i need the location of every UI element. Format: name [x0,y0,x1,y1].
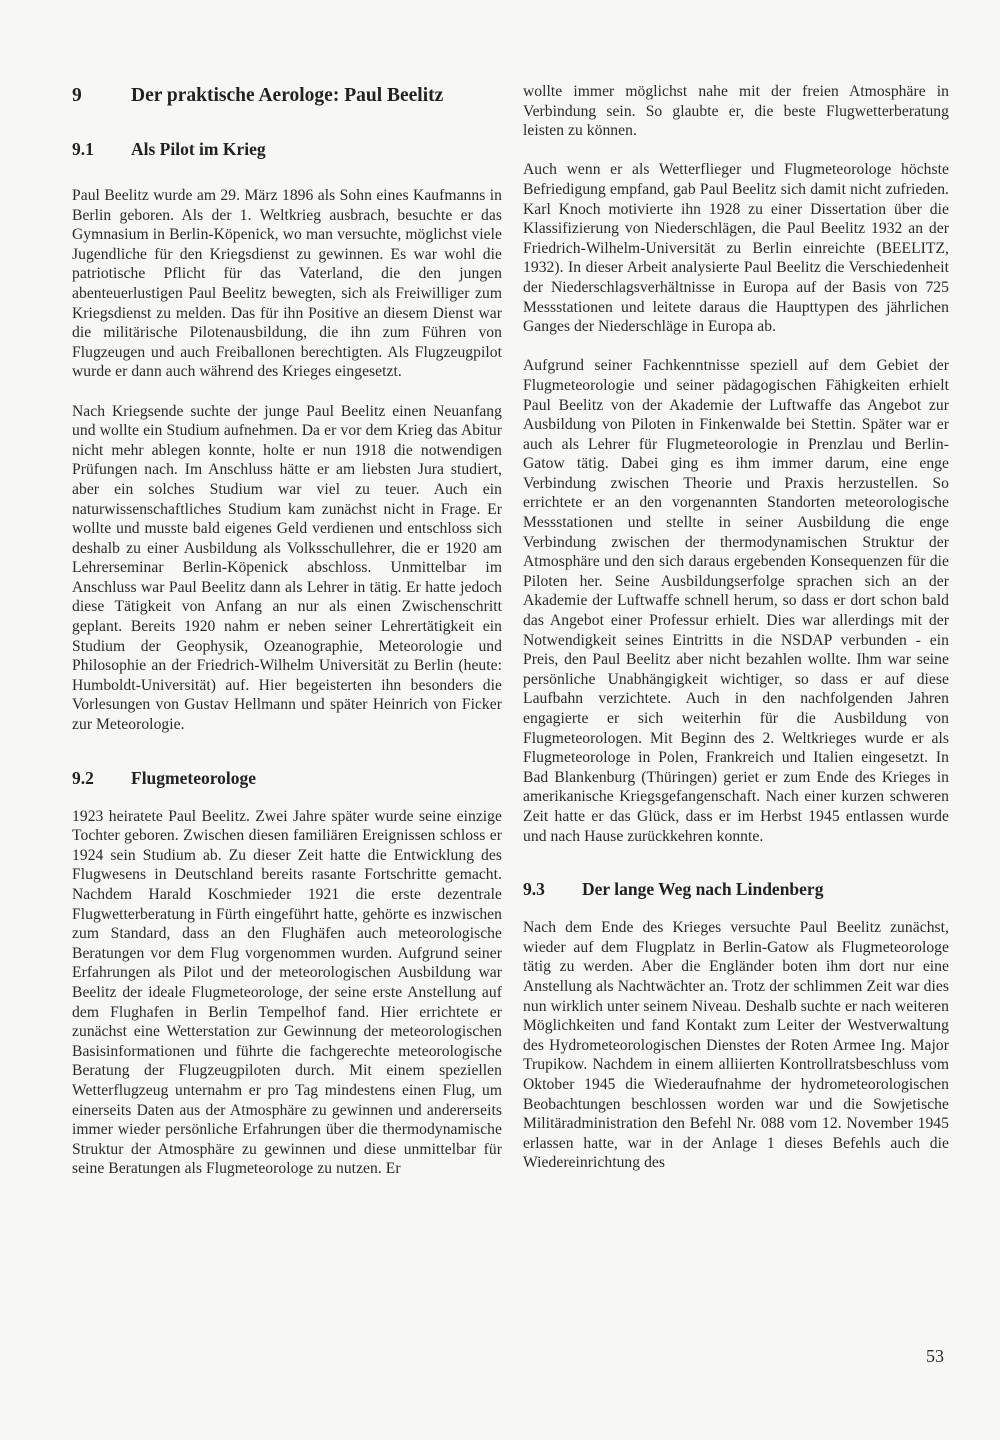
paragraph: Nach dem Ende des Krieges versuchte Paul Beelitz zunächst, wieder auf dem Flugplatz in Berlin-Gatow als Flugmeteorologe tätig zu werden. Aber die Engländer boten ihm dort nur eine Anstellung als Nachtwächter an. Trotz der schlimmen Zeit war dies nun wirklich unter seinem Niveau. Deshalb suchte er nach weiteren Möglichkeiten und fand Kontakt zum Leiter der Westverwaltung des Hydrometeorologischen Dienstes der Roten Armee Ing. Major Trupikow. Nachdem in einem alliierten Kontrollratsbeschluss vom Oktober 1945 die Wiederaufnahme der hydrometeorologischen Beobachtungen beschlossen worden war und die Sowjetische Militäradministration den Befehl Nr. 088 vom 12. November 1945 erlassen hatte, war in der Anlage 1 dieses Befehls auch die Wiedereinrichtung des [523,919,949,1172]
section-title: Der lange Weg nach Lindenberg [582,879,824,900]
section-number: 9.1 [72,139,94,159]
paragraph: Nach Kriegsende suchte der junge Paul Beelitz einen Neuanfang und wollte ein Studium aufnehmen. Da er vor dem Krieg das Abitur nicht mehr ablegen konnte, holte er nun 1918 die notwendigen Prüfungen nach. Im Anschluss hätte er am liebsten Jura studiert, aber ein solches Studium war viel zu teuer. Auch ein naturwissenschaftliches Studium kam zunächst nicht in Frage. Er wollte und musste bald eigenes Geld verdienen und entschloss sich deshalb zu einer Ausbildung als Volksschullehrer, die er 1920 am Lehrerseminar Berlin-Köpenick abschloss. Unmittelbar im Anschluss war Paul Beelitz dann als Lehrer in tätig. Er hatte jedoch diese Tätigkeit von Anfang an nur als einen Zwischenschritt geplant. Bereits 1920 nahm er neben seiner Lehrertätigkeit ein Studium der Geophysik, Ozeanographie, Meteorologie und Philosophie an der Friedrich-Wilhelm Universität zu Berlin (heute: Humboldt-Universität) auf. Hier begeisterten ihn besonders die Vorlesungen von Gustav Hellmann und später Heinrich von Ficker zur Meteorologie. [72,402,502,734]
page-number: 53 [926,1346,944,1366]
paragraph: 1923 heiratete Paul Beelitz. Zwei Jahre später wurde seine einzige Tochter geboren. Zwischen diesen familiären Ereignissen schloss er 1924 sein Studium ab. Zu dieser Zeit hatte die Entwicklung des Flugwesens in Deutschland bereits rasante Fortschritte gemacht. Nachdem Harald Koschmieder 1921 die erste dezentrale Flugwetterberatung in Fürth eingeführt hatte, gehörte es inzwischen zum Standard, dass an den Flughäfen auch meteorologische Beratungen vor dem Flug vorgenommen wurden. Aufgrund seiner Erfahrungen als Pilot und der meteorologischen Ausbildung war Beelitz der ideale Flugmeteorologe, der seine erste Anstellung auf dem Flughafen in Berlin Tempelhof fand. Hier errichtete er zunächst eine Wetterstation zur Gewinnung der meteorologischen Basisinformationen und führte die fachgerechte meteorologische Beratung der Flugzeugpiloten durch. Mit einem speziellen Wetterflugzeug unternahm er pro Tag mindestens einen Flug, um einerseits Daten aus der Atmosphäre zu gewinnen und andererseits immer wieder persönliche Erfahrungen über die thermodynamische Struktur der Atmosphäre zu gewinnen und diese unmittelbar für seine Beratungen als Flugmeteorologe zu nutzen. Er [72,807,502,1178]
section-number: 9.2 [72,767,94,788]
paragraph: Auch wenn er als Wetterflieger und Flugmeteorologe höchste Befriedigung empfand, gab Paul Beelitz sich damit nicht zufrieden. Karl Knoch motivierte ihn 1928 zu einer Dissertation über die Klassifizierung von Niederschlägen, die Paul Beelitz 1932 an der Friedrich-Wilhelm-Universität zu Berlin einreichte (BEELITZ, 1932). In dieser Arbeit analysierte Paul Beelitz die Verschiedenheit der Niederschlagsverhältnisse in Europa auf der Basis von 725 Messstationen und leitete daraus die Haupttypen des jährlichen Ganges der Niederschläge in Europa ab. [523,161,949,336]
section-heading-9-3 [523,876,949,902]
section-heading-9-1 [72,136,502,162]
paragraph: Aufgrund seiner Fachkenntnisse speziell auf dem Gebiet der Flugmeteorologie und seiner pädagogischen Fähigkeiten erhielt Paul Beelitz von der Akademie der Luftwaffe das Angebot zur Ausbildung von Piloten in Finkenwalde bei Stettin. Später war er auch als Lehrer für Flugmeteorologie in Prenzlau und Berlin-Gatow tätig. Dabei ging es ihm immer darum, eine enge Verbindung zwischen Theorie und Praxis herzustellen. So errichtete er an den vorgenannten Standorten meteorologische Messstationen und stellte in seiner Ausbildung die enge Verbindung zwischen der thermodynamischen Struktur der Atmosphäre und den sich daraus ergebenden Konsequenzen für die Piloten her. Seine Ausbildungserfolge sprachen sich an der Akademie der Luftwaffe schnell herum, so dass er dort schon bald das Angebot einer Professur erhielt. Dies war allerdings mit der Notwendigkeit seines Eintritts in die NSDAP verbunden - ein Preis, den Paul Beelitz aber nicht bezahlen wollte. Ihm war seine persönliche Unabhängigkeit wichtiger, so dass er auf diese Laufbahn verzichtete. Auch in den nachfolgenden Jahren engagierte er sich weiterhin für die Ausbildung von Flugmeteorologen. Mit Beginn des 2. Weltkrieges wurde er als Flugmeteorologe in Polen, Frankreich und Italien eingesetzt. In Bad Blankenburg (Thüringen) geriet er zum Ende des Krieges in amerikanische Kriegsgefangenschaft. Nach einer kurzen schweren Zeit hatte er das Glück, dass er im Herbst 1945 entlassen wurde und nach Hause zurückkehren konnte. [523,357,949,845]
paragraph: wollte immer möglichst nahe mit der freien Atmosphäre in Verbindung sein. So glaubte er, die beste Flugwetterberatung leisten zu können. [523,83,949,140]
right-column [523,82,949,1173]
section-title: Flugmeteorologe [131,767,257,788]
section-number: 9.3 [523,879,545,900]
left-column [72,82,502,1179]
paragraph: Paul Beelitz wurde am 29. März 1896 als Sohn eines Kaufmanns in Berlin geboren. Als der 1. Weltkrieg ausbrach, besuchte er das Gymnasium in Berlin-Köpenick, wo man versuchte, möglichst viele Jugendliche für den Kriegsdienst zu gewinnen. Es war wohl die patriotische Pflicht für das Vaterland, die den jungen abenteuerlustigen Paul Beelitz bewegten, sich als Freiwilliger zum Kriegsdienst zu melden. Das für ihn Positive an diesem Dienst war die militärische Pilotenausbildung, die ihn zum Führen von Flugzeugen und auch Freiballonen berechtigten. Als Flugzeugpilot wurde er dann auch während des Krieges eingesetzt. [72,187,502,381]
section-title: Als Pilot im Krieg [131,139,266,159]
chapter-heading [72,82,502,110]
chapter-title: Der praktische Aerologe: Paul Beelitz [131,85,444,106]
chapter-number: 9 [72,85,82,106]
section-heading-9-2 [72,765,502,791]
